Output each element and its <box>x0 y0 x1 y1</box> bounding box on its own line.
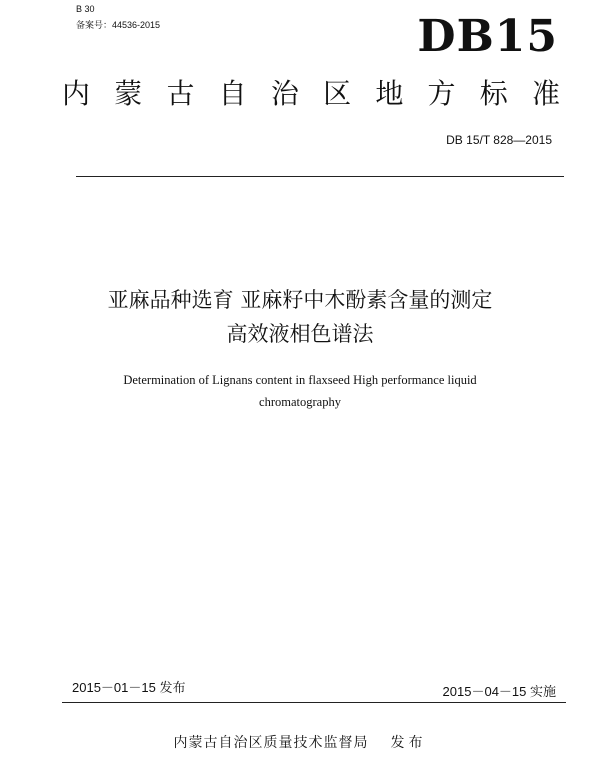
title-en-line1: Determination of Lignans content in flaxseed High performance liquid <box>123 373 477 387</box>
issue-date: 2015－01－15 发布 <box>72 680 186 695</box>
standard-number: DB 15/T 828—2015 <box>446 133 552 147</box>
publisher-name: 内蒙古自治区质量技术监督局 <box>173 735 369 751</box>
classification-code: B 30 <box>76 4 95 14</box>
standard-type-char: 方 <box>427 77 456 110</box>
standard-type <box>62 76 560 112</box>
standard-type-char: 准 <box>531 77 560 110</box>
standard-type-char: 治 <box>270 77 299 110</box>
standard-type-char: 内 <box>62 77 91 110</box>
standard-type-char: 区 <box>323 77 352 110</box>
title-cn-line1: 亚麻品种选育 亚麻籽中木酚素含量的测定 <box>107 288 493 312</box>
title-en-line2: chromatography <box>259 395 341 409</box>
implementation-date: 2015－04－15 实施 <box>442 684 556 699</box>
record-number: 备案号：44536-2015 <box>76 20 161 30</box>
standard-type-char: 自 <box>218 77 247 110</box>
db15-logo: DB15 <box>417 11 558 62</box>
publisher-verb: 发布 <box>390 735 427 751</box>
header-divider <box>76 176 564 177</box>
standard-type-char: 蒙 <box>114 77 143 110</box>
standard-type-char: 古 <box>166 77 195 110</box>
standard-type-char: 标 <box>479 77 508 110</box>
standard-type-char: 地 <box>375 77 404 110</box>
footer-divider <box>62 702 566 703</box>
publisher-line <box>0 734 600 752</box>
title-cn-line2: 高效液相色谱法 <box>226 322 374 346</box>
